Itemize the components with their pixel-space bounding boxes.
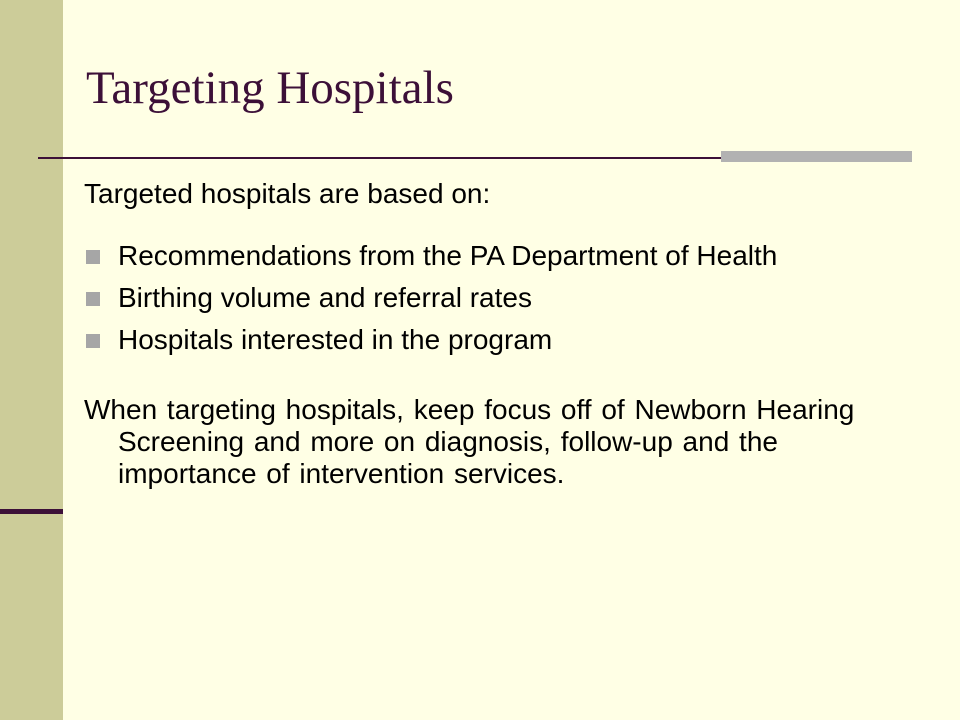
slide-title: Targeting Hospitals: [86, 62, 454, 114]
list-item: [84, 240, 924, 272]
square-bullet-icon: [86, 250, 100, 264]
outro-text: When targeting hospitals, keep focus off of Newborn Hearing Screening and more on diagnosis, follow-up and the importance of intervention services.: [84, 394, 855, 489]
square-bullet-icon: [86, 292, 100, 306]
title-divider-accent: [721, 151, 912, 162]
bullet-list: [84, 240, 924, 356]
slide-content: [84, 178, 924, 490]
list-item: [84, 324, 924, 356]
list-item: [84, 282, 924, 314]
bullet-text: Hospitals interested in the program: [118, 324, 553, 355]
bullet-text: Recommendations from the PA Department of Health: [118, 240, 778, 271]
side-bar: [0, 0, 63, 720]
bullet-text: Birthing volume and referral rates: [118, 282, 532, 313]
side-bar-accent: [0, 509, 63, 514]
square-bullet-icon: [86, 334, 100, 348]
intro-text: Targeted hospitals are based on:: [84, 178, 491, 209]
